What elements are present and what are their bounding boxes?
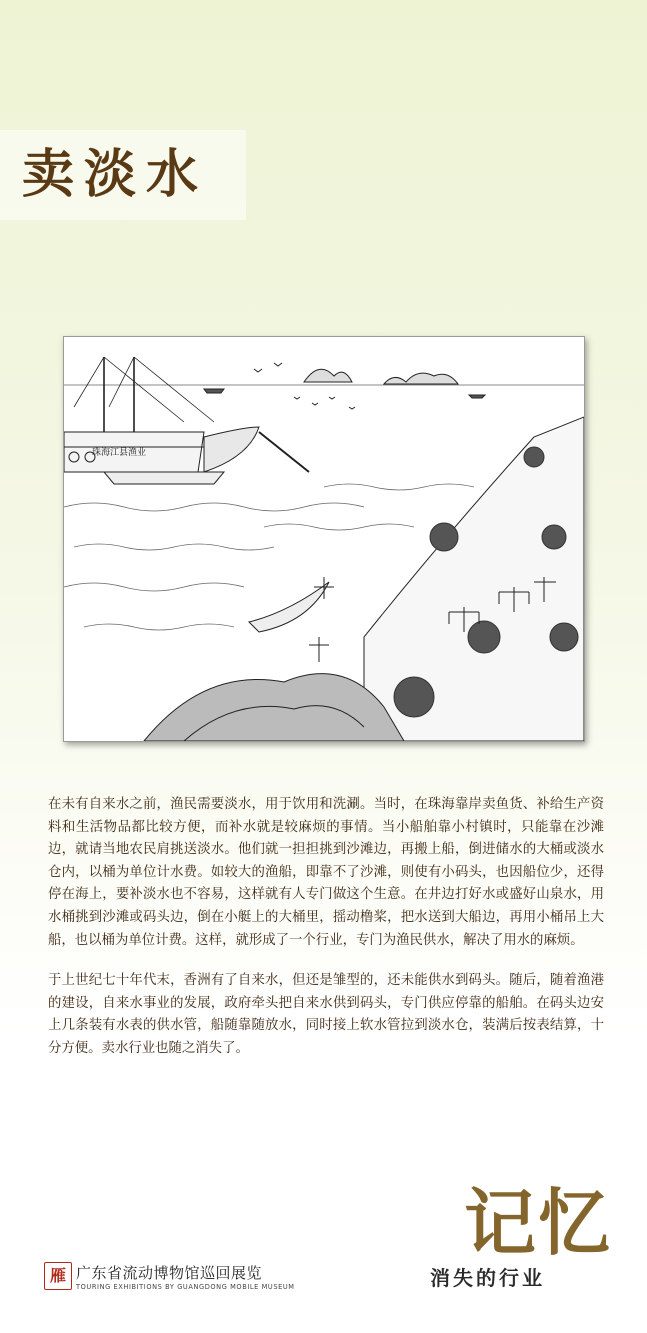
distant-boat	[204, 389, 485, 398]
tree	[542, 525, 566, 549]
museum-name-cn: 广东省流动博物馆巡回展览	[76, 1264, 263, 1282]
boat-sign: 珠海江县渔业	[92, 448, 147, 458]
birds	[254, 363, 355, 409]
series-title-large: 记忆	[464, 1180, 613, 1265]
museum-logo-icon: 雁	[44, 1262, 72, 1290]
paragraph-2: 于上世纪七十年代末，香洲有了自来水，但还是雏型的，还未能供水到码头。随后，随着渔港的建设，自来水事业的发展，政府牵头把自来水供到码头，专门供应停靠的船舶。在码头边安上几条装有水表的供水管，船随靠随放水，同时接上软水管拉到淡水仓，装满后按表结算，十分方便。卖水行业也随之消失了。	[48, 973, 604, 1056]
island-distant	[304, 369, 352, 382]
tree	[524, 447, 544, 467]
ink-illustration	[64, 337, 584, 741]
rowing-boat	[249, 582, 329, 632]
island-distant	[384, 373, 458, 384]
small-boat	[104, 472, 224, 484]
body-text	[48, 794, 604, 1079]
page-title: 卖淡水	[22, 144, 209, 205]
tree	[430, 523, 458, 551]
tree	[394, 677, 434, 717]
carrier-beach	[309, 637, 329, 662]
series-subtitle: 消失的行业	[430, 1266, 545, 1290]
paragraph-1: 在未有自来水之前，渔民需要淡水，用于饮用和洗涮。当时，在珠海靠岸卖鱼货、补给生产资料和生活物品都比较方便，而补水就是较麻烦的事情。当小船舶靠小村镇时，只能靠在沙滩边，就请当地农民肩挑送淡水。他们就一担担挑到沙滩边，再搬上船，倒进储水的大桶或淡水仓内，以桶为单位计水费。如较大的渔船，即靠不了沙滩，则使有小码头，也因船位少，还得停在海上，要补淡水也不容易，这样就有人专门做这个生意。在井边打好水或盛好山泉水，用水桶挑到沙滩或码头边，倒在小艇上的大桶里，摇动橹桨，把水送到大船边，再用小桶吊上大船，也以桶为单位计费。这样，就形成了一个行业，专门为渔民供水，解决了用水的麻烦。	[48, 797, 604, 948]
museum-name-en: TOURING EXHIBITIONS BY GUANGDONG MOBILE MUSEUM	[76, 1283, 295, 1291]
tree	[550, 623, 578, 651]
tree	[468, 621, 500, 653]
illustration-frame	[63, 336, 585, 742]
